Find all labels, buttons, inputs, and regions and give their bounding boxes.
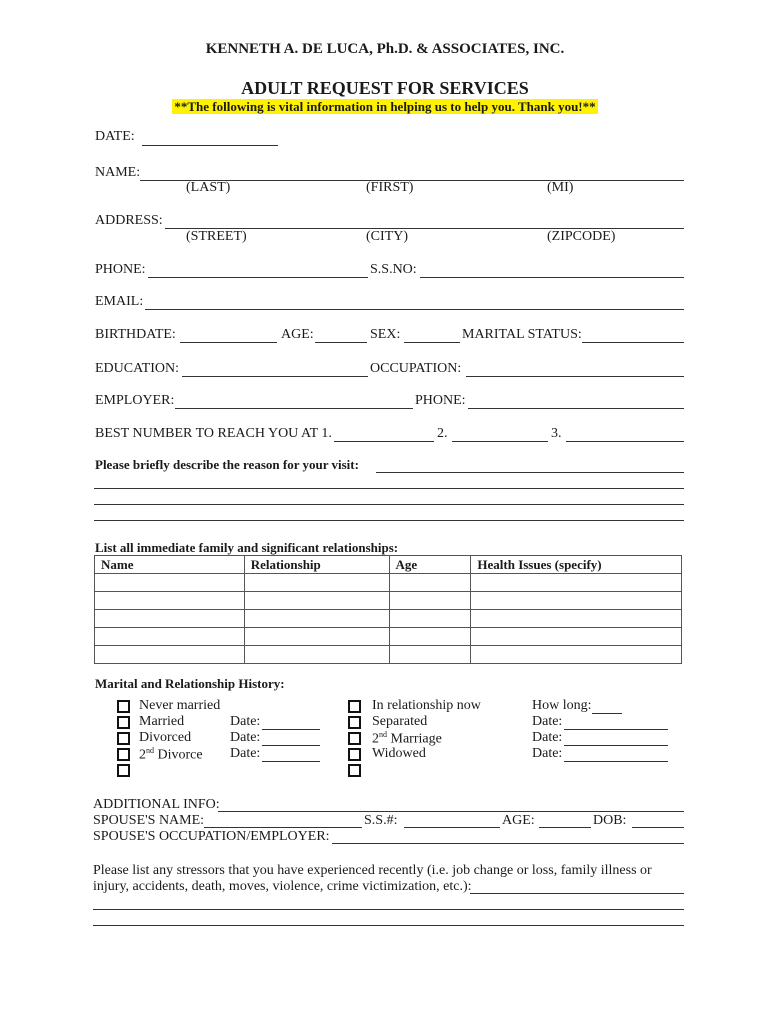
spouse-dob-label: DOB: [593,813,627,828]
stressors-field[interactable] [470,893,684,894]
in-relationship-label: In relationship now [372,698,481,713]
relationship-column-header: Relationship [244,556,389,574]
health-cell[interactable] [471,628,682,646]
birthdate-field[interactable] [180,342,277,343]
address-label: ADDRESS: [95,213,163,228]
stressors-line-2[interactable] [93,909,684,910]
age-label: AGE: [281,327,314,342]
email-field[interactable] [145,309,684,310]
relationship-cell[interactable] [244,574,389,592]
occupation-field[interactable] [466,376,684,377]
education-field[interactable] [182,376,368,377]
table-row [95,592,682,610]
relationship-cell[interactable] [244,610,389,628]
separated-label: Separated [372,714,428,729]
age-cell[interactable] [389,610,471,628]
sex-label: SEX: [370,327,401,342]
best-number-3-field[interactable] [566,441,684,442]
birthdate-label: BIRTHDATE: [95,327,176,342]
form-subtitle: **The following is vital information in helping us to help you. Thank you!** [174,99,596,114]
married-checkbox[interactable] [117,716,130,729]
second-divorce-checkbox[interactable] [117,748,130,761]
health-cell[interactable] [471,574,682,592]
name-column-header: Name [95,556,245,574]
name-cell[interactable] [95,646,245,664]
other-left-checkbox[interactable] [117,764,130,777]
health-cell[interactable] [471,646,682,664]
second-divorce-label: 2nd Divorce [139,746,203,763]
name-cell[interactable] [95,610,245,628]
spouse-name-label: SPOUSE'S NAME: [93,813,205,828]
ssno-field[interactable] [420,277,684,278]
how-long-field[interactable] [592,713,622,714]
name-label: NAME: [95,165,141,180]
married-date-field[interactable] [262,729,320,730]
mi-caption: (MI) [547,180,574,195]
reason-label: Please briefly describe the reason for your visit: [95,457,359,472]
stressors-text-line2: injury, accidents, death, moves, violence, crime victimization, etc.): [93,879,472,894]
married-label: Married [139,714,185,729]
health-cell[interactable] [471,592,682,610]
second-divorce-date-label: Date: [230,746,261,761]
name-cell[interactable] [95,574,245,592]
separated-checkbox[interactable] [348,716,361,729]
zipcode-caption: (ZIPCODE) [547,229,616,244]
marital-status-label: MARITAL STATUS: [462,327,582,342]
reason-field[interactable] [376,472,684,473]
stressors-text-line1: Please list any stressors that you have experienced recently (i.e. job change or loss, family illness or [93,863,652,878]
marital-heading: Marital and Relationship History: [95,676,285,691]
age-cell[interactable] [389,646,471,664]
second-divorce-date-field[interactable] [262,761,320,762]
phone-field[interactable] [148,277,368,278]
spouse-ss-field[interactable] [404,827,500,828]
first-caption: (FIRST) [366,180,414,195]
spouse-occupation-label: SPOUSE'S OCCUPATION/EMPLOYER: [93,829,330,844]
divorced-checkbox[interactable] [117,732,130,745]
widowed-label: Widowed [372,746,426,761]
reason-line-3[interactable] [94,504,684,505]
divorced-label: Divorced [139,730,192,745]
never-married-label: Never married [139,698,221,713]
name-cell[interactable] [95,628,245,646]
family-header-row [95,556,682,574]
sex-field[interactable] [404,342,460,343]
marital-status-field[interactable] [582,342,684,343]
name-cell[interactable] [95,592,245,610]
second-marriage-checkbox[interactable] [348,732,361,745]
best-number-label: BEST NUMBER TO REACH YOU AT 1. [95,426,332,441]
health-cell[interactable] [471,610,682,628]
spouse-ss-label: S.S.#: [364,813,398,828]
employer-field[interactable] [175,408,413,409]
how-long-label: How long: [532,698,592,713]
age-field[interactable] [315,342,367,343]
table-row [95,610,682,628]
best-number-2-field[interactable] [452,441,548,442]
city-caption: (CITY) [366,229,408,244]
married-date-label: Date: [230,714,261,729]
spouse-occupation-field[interactable] [332,843,684,844]
second-marriage-label: 2nd Marriage [372,730,442,747]
spouse-dob-field[interactable] [632,827,684,828]
family-heading: List all immediate family and significant relationships: [95,540,399,555]
health-column-header: Health Issues (specify) [471,556,682,574]
table-row [95,628,682,646]
relationship-cell[interactable] [244,592,389,610]
best-number-2-label: 2. [437,426,448,441]
additional-info-label: ADDITIONAL INFO: [93,797,220,812]
employer-phone-field[interactable] [468,408,684,409]
phone-label: PHONE: [95,262,146,277]
widowed-checkbox[interactable] [348,748,361,761]
occupation-label: OCCUPATION: [370,361,462,376]
spouse-name-field[interactable] [204,827,362,828]
reason-line-2[interactable] [94,488,684,489]
separated-date-label: Date: [532,714,563,729]
best-number-1-field[interactable] [334,441,434,442]
street-caption: (STREET) [186,229,247,244]
age-column-header: Age [389,556,471,574]
divorced-date-field[interactable] [262,745,320,746]
date-field[interactable] [142,145,278,146]
other-right-checkbox[interactable] [348,764,361,777]
relationship-cell[interactable] [244,646,389,664]
employer-label: EMPLOYER: [95,393,175,408]
additional-info-field[interactable] [218,811,684,812]
employer-phone-label: PHONE: [415,393,466,408]
table-row [95,574,682,592]
form-title: ADULT REQUEST FOR SERVICES [241,78,529,98]
widowed-date-label: Date: [532,746,563,761]
reason-line-4[interactable] [94,520,684,521]
date-label: DATE: [95,129,135,144]
company-name: KENNETH A. DE LUCA, Ph.D. & ASSOCIATES, INC. [205,41,565,57]
widowed-date-field[interactable] [564,761,668,762]
email-label: EMAIL: [95,294,144,309]
divorced-date-label: Date: [230,730,261,745]
best-number-3-label: 3. [551,426,562,441]
in-relationship-checkbox[interactable] [348,700,361,713]
ssno-label: S.S.NO: [370,262,417,277]
table-row [95,646,682,664]
age-cell[interactable] [389,574,471,592]
age-cell[interactable] [389,592,471,610]
relationship-cell[interactable] [244,628,389,646]
stressors-line-3[interactable] [93,925,684,926]
second-marriage-date-field[interactable] [564,745,668,746]
family-table [94,555,682,664]
age-cell[interactable] [389,628,471,646]
last-caption: (LAST) [186,180,231,195]
spouse-age-label: AGE: [502,813,535,828]
spouse-age-field[interactable] [539,827,591,828]
education-label: EDUCATION: [95,361,179,376]
second-marriage-date-label: Date: [532,730,563,745]
separated-date-field[interactable] [564,729,668,730]
never-married-checkbox[interactable] [117,700,130,713]
